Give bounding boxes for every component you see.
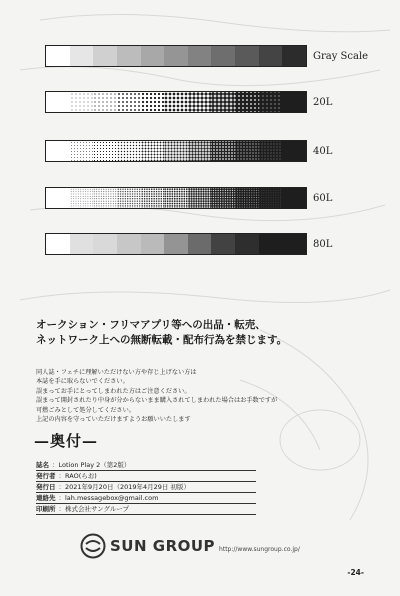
tone-cell — [259, 234, 283, 254]
colophon-value: 株式会社サングループ — [65, 505, 130, 513]
gray-scale-strip — [45, 45, 307, 67]
tone-cell — [164, 46, 188, 66]
tone-cell — [141, 92, 165, 112]
tone-cell — [70, 46, 94, 66]
tone-cell — [164, 234, 188, 254]
tone-cell — [141, 46, 165, 66]
tone-cell — [188, 188, 212, 208]
screentone-20l-strip — [45, 91, 307, 113]
colophon-key: 誌名 — [36, 461, 49, 469]
tone-cell — [235, 141, 259, 161]
colophon-value: 2021年9月20日（2019年4月29日 初版） — [65, 483, 190, 491]
note-line: 同人誌・フェチに理解いただけない方や存じ上げない方は — [36, 369, 197, 376]
tone-cell — [164, 92, 188, 112]
screentone-40l-label: 40L — [313, 146, 333, 157]
tone-cell — [282, 188, 306, 208]
tone-cell — [235, 92, 259, 112]
colophon-value: RAO(らお) — [65, 472, 97, 480]
tone-cell — [117, 46, 141, 66]
sun-group-logo-icon — [80, 533, 106, 559]
tone-cell — [259, 92, 283, 112]
tone-cell — [211, 188, 235, 208]
tone-cell — [188, 92, 212, 112]
tone-cell — [93, 92, 117, 112]
colophon-key: 発行者 — [36, 472, 56, 480]
tone-cell — [259, 46, 283, 66]
resale-prohibition-notice — [36, 318, 376, 348]
colophon-row-printer: 印刷所 ： 株式会社サングループ — [36, 504, 256, 515]
tone-cell — [46, 46, 70, 66]
page-number: -24- — [347, 568, 364, 577]
tone-cell — [117, 234, 141, 254]
tone-cell — [282, 141, 306, 161]
notice-line-1: オークション・フリマアプリ等への出品・転売、 — [36, 319, 266, 331]
tone-cell — [117, 188, 141, 208]
colophon-key: 発行日 — [36, 483, 56, 491]
tone-cell — [211, 92, 235, 112]
tone-cell — [259, 141, 283, 161]
tone-cell — [141, 141, 165, 161]
note-line: 本誌を手に取らないでください。 — [36, 378, 129, 386]
tone-cell — [93, 141, 117, 161]
colophon-value: lah.messagebox@gmail.com — [65, 494, 159, 502]
tone-cell — [235, 188, 259, 208]
tone-cell — [141, 234, 165, 254]
gray-scale-label: Gray Scale — [313, 51, 369, 62]
tone-cell — [70, 188, 94, 208]
tone-cell — [235, 46, 259, 66]
note-line: 上記の内容を守っていただけますようお願いいたします — [36, 416, 191, 424]
screentone-80l-label: 80L — [313, 239, 333, 250]
tone-cell — [164, 141, 188, 161]
colophon-value: Lotion Play 2（第2版） — [58, 461, 131, 469]
tone-cell — [188, 234, 212, 254]
colophon-row-contact: 連絡先 ： lah.messagebox@gmail.com — [36, 493, 256, 504]
screentone-60l-label: 60L — [313, 193, 333, 204]
tone-cell — [93, 188, 117, 208]
tone-cell — [70, 92, 94, 112]
tone-cell — [141, 188, 165, 208]
tone-cell — [188, 46, 212, 66]
logo-name: SUN GROUP — [110, 537, 216, 555]
printer-logo — [80, 531, 300, 561]
tone-cell — [211, 141, 235, 161]
tone-cell — [46, 92, 70, 112]
tone-cell — [164, 188, 188, 208]
logo-url: http://www.sungroup.co.jp/ — [219, 545, 300, 553]
tone-cell — [282, 46, 306, 66]
tone-cell — [117, 92, 141, 112]
notice-line-2: ネットワーク上への無断転載・配布行為を禁じます。 — [36, 334, 288, 346]
tone-cell — [282, 92, 306, 112]
colophon-key: 連絡先 — [36, 494, 56, 502]
tone-cell — [117, 141, 141, 161]
screentone-80l-strip — [45, 233, 307, 255]
colophon-table — [36, 460, 256, 515]
colophon-title: —奥付— — [34, 432, 99, 450]
reader-notes — [36, 368, 376, 424]
note-line: 誤まってお手にとってしまわれた方はご注意ください。 — [36, 387, 191, 395]
tone-cell — [70, 234, 94, 254]
tone-cell — [70, 141, 94, 161]
colophon-row-title: 誌名 ： Lotion Play 2（第2版） — [36, 460, 256, 471]
tone-cell — [211, 234, 235, 254]
colophon-key: 印刷所 — [36, 505, 56, 513]
tone-cell — [282, 234, 306, 254]
colophon-row-date: 発行日 ： 2021年9月20日（2019年4月29日 初版） — [36, 482, 256, 493]
screentone-40l-strip — [45, 140, 307, 162]
screentone-60l-strip — [45, 187, 307, 209]
tone-cell — [46, 141, 70, 161]
tone-cell — [211, 46, 235, 66]
note-line: 誤まって開封されたり中身が分からないまま購入されてしまわれた場合はお手数ですが — [36, 397, 278, 405]
tone-cell — [93, 234, 117, 254]
note-line: 可燃ごみとして処分してください。 — [36, 406, 135, 414]
tone-cell — [259, 188, 283, 208]
tone-cell — [235, 234, 259, 254]
tone-cell — [93, 46, 117, 66]
screentone-20l-label: 20L — [313, 97, 333, 108]
tone-cell — [46, 234, 70, 254]
tone-cell — [188, 141, 212, 161]
tone-cell — [46, 188, 70, 208]
colophon-row-publisher: 発行者 ： RAO(らお) — [36, 471, 256, 482]
